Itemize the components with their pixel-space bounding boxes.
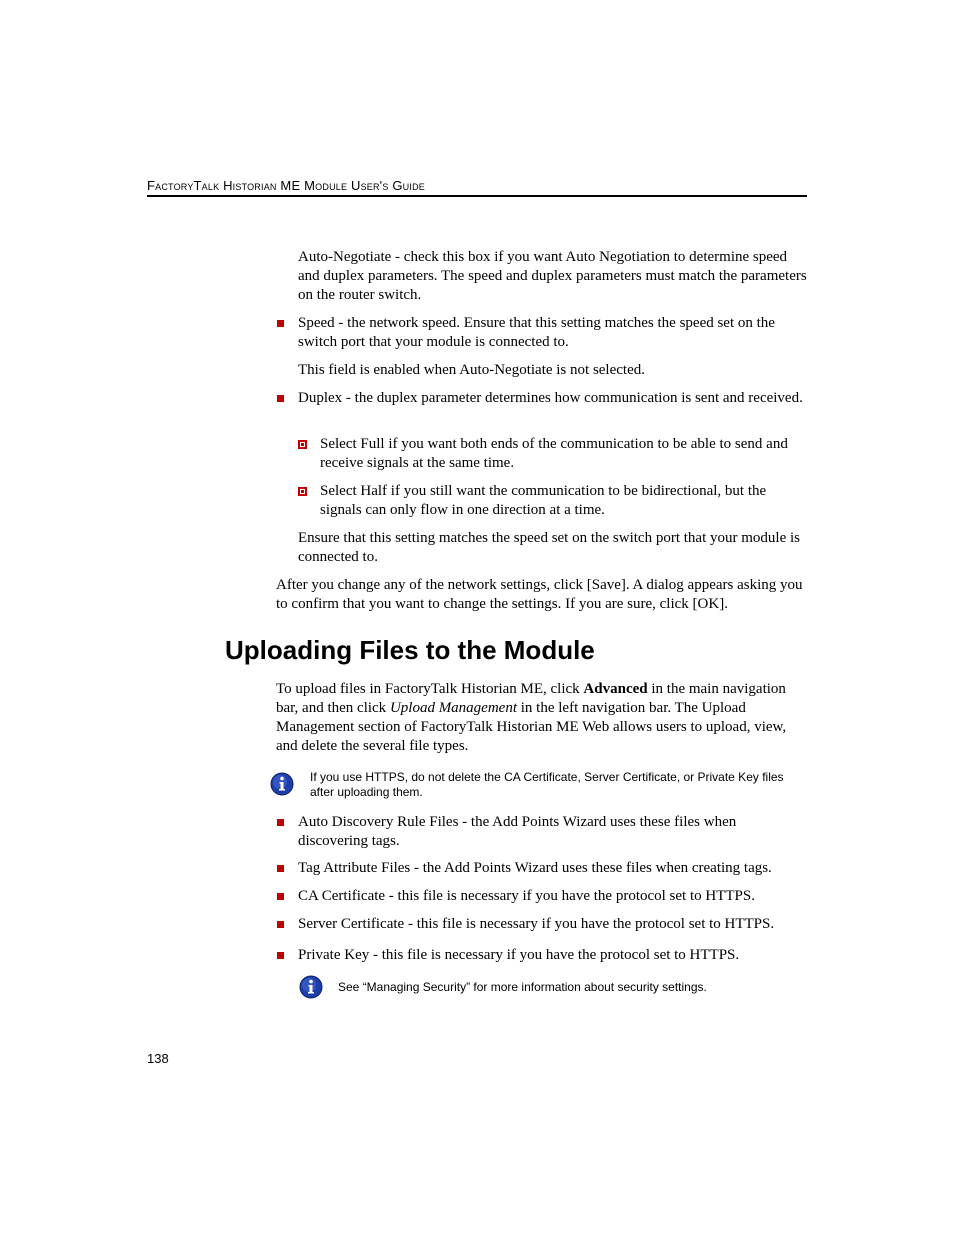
advanced-term: Advanced (583, 681, 648, 697)
duplex-full-text: Select Full if you want both ends of the communication to be able to send and receive signals at the same time. (320, 436, 788, 471)
intro-text: in the main navigation bar, and then click (276, 681, 786, 716)
after-change-text: After you change any of the network settings, click [Save]. A dialog appears asking you to confirm that you want to change the settings. If you are sure, click [OK]. (276, 577, 803, 612)
bullet-icon (277, 865, 284, 872)
bullet-icon (277, 819, 284, 826)
duplex-half-text: Select Half if you still want the communication to be bidirectional, but the signals can only flow in one direction at a time. (320, 483, 767, 518)
bullet-icon (277, 893, 284, 900)
duplex-text: Duplex - the duplex parameter determines how communication is sent and received. (298, 390, 803, 406)
sub-bullet-icon (298, 440, 307, 449)
list-item: CA Certificate - this file is necessary if you have the protocol set to HTTPS. (298, 888, 755, 904)
section-heading: Uploading Files to the Module (225, 635, 595, 665)
upload-management-term: Upload Management (389, 700, 517, 716)
running-header: FactoryTalk Historian ME Module User's Guide (147, 178, 425, 193)
list-item: Auto Discovery Rule Files - the Add Points Wizard uses these files when discovering tags. (298, 814, 737, 849)
bullet-icon (277, 952, 284, 959)
page-number: 138 (147, 1051, 169, 1066)
intro-text: To upload files in FactoryTalk Historian ME, click (276, 681, 584, 697)
duplex-note: Ensure that this setting matches the speed set on the switch port that your module is connected to. (298, 530, 800, 565)
security-note: See “Managing Security” for more information about security settings. (338, 980, 707, 994)
bullet-icon (277, 320, 284, 327)
speed-note: This field is enabled when Auto-Negotiate is not selected. (298, 362, 645, 378)
auto-negotiate-text: Auto-Negotiate - check this box if you want Auto Negotiation to determine speed and duplex parameters. The speed and duplex parameters must match the parameters on the router switch. (298, 249, 807, 303)
info-icon (299, 975, 323, 999)
intro-text: in the left navigation bar. The Upload Management section of FactoryTalk Historian ME Web allows users to upload, view, and delete the several file types. (276, 700, 787, 754)
info-icon (270, 772, 294, 796)
list-item: Server Certificate - this file is necessary if you have the protocol set to HTTPS. (298, 916, 775, 932)
list-item: Private Key - this file is necessary if you have the protocol set to HTTPS. (298, 947, 740, 963)
header-rule (147, 195, 807, 197)
bullet-icon (277, 395, 284, 402)
sub-bullet-icon (298, 487, 307, 496)
bullet-icon (277, 921, 284, 928)
list-item: Tag Attribute Files - the Add Points Wizard uses these files when creating tags. (298, 860, 772, 876)
speed-text: Speed - the network speed. Ensure that this setting matches the speed set on the switch port that your module is connected to. (298, 315, 775, 350)
https-note: If you use HTTPS, do not delete the CA Certificate, Server Certificate, or Private Key files after uploading them. (310, 770, 784, 799)
intro-paragraph (276, 680, 808, 756)
